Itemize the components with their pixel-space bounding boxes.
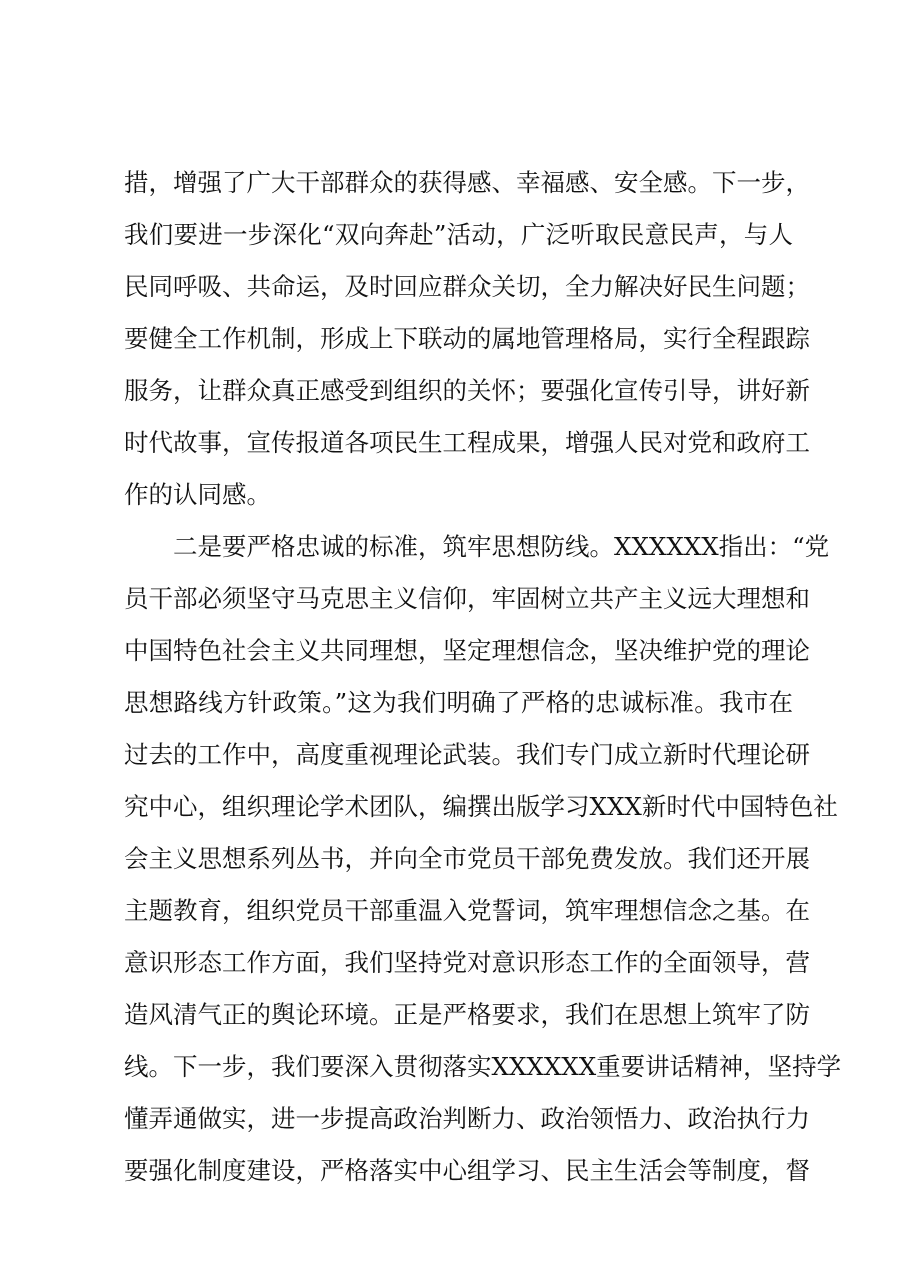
line-text: 措，增强了广大干部群众的获得感、幸福感、安全感。下一步， [124, 168, 810, 197]
line-text: 服务，让群众真正感受到组织的关怀；要强化宣传引导，讲好新 [124, 376, 810, 405]
line-text: 主题教育，组织党员干部重温入党誓词，筑牢理想信念之基。在 [124, 896, 810, 925]
line-text: 意识形态工作方面，我们坚持党对意识形态工作的全面领导，营 [124, 948, 810, 977]
line-text: 中国特色社会主义共同理想，坚定理想信念，坚决维护党的理论 [124, 636, 810, 665]
text-line [0, 789, 909, 825]
text-line [0, 269, 909, 305]
line-text: 时代故事，宣传报道各项民生工程成果，增强人民对党和政府工 [124, 428, 810, 457]
text-line [0, 425, 909, 461]
text-line [0, 945, 909, 981]
text-line [0, 1101, 909, 1137]
line-text: 我们要进一步深化“双向奔赴”活动，广泛听取民意民声，与人 [124, 220, 793, 249]
line-text: 民同呼吸、共命运，及时回应群众关切，全力解决好民生问题； [124, 272, 810, 301]
line-text: 要强化制度建设，严格落实中心组学习、民主生活会等制度，督 [124, 1156, 810, 1185]
line-text: 要健全工作机制，形成上下联动的属地管理格局，实行全程跟踪 [124, 324, 810, 353]
text-line [0, 841, 909, 877]
text-line [0, 997, 909, 1033]
line-text: 造风清气正的舆论环境。正是严格要求，我们在思想上筑牢了防 [124, 1000, 810, 1029]
line-text: 究中心，组织理论学术团队，编撰出版学习XXX新时代中国特色社 [124, 792, 838, 821]
line-text: 作的认同感。 [124, 480, 271, 509]
text-line [0, 1049, 909, 1085]
text-line [0, 893, 909, 929]
line-text: 思想路线方针政策。”这为我们明确了严格的忠诚标准。我市在 [124, 688, 793, 717]
paragraph-first-line [0, 529, 909, 565]
text-line [0, 1153, 909, 1189]
text-line [0, 581, 909, 617]
text-line [0, 633, 909, 669]
line-text: 二是要严格忠诚的标准，筑牢思想防线。XXXXXX指出：“党 [173, 532, 830, 561]
paragraph-last-line [0, 477, 909, 513]
text-line [0, 685, 909, 721]
line-text: 过去的工作中，高度重视理论武装。我们专门成立新时代理论研 [124, 740, 810, 769]
text-line [0, 165, 909, 201]
text-line [0, 373, 909, 409]
line-text: 会主义思想系列丛书，并向全市党员干部免费发放。我们还开展 [124, 844, 810, 873]
text-line [0, 217, 909, 253]
text-line [0, 321, 909, 357]
text-line [0, 737, 909, 773]
line-text: 懂弄通做实，进一步提高政治判断力、政治领悟力、政治执行力 [124, 1104, 810, 1133]
line-text: 员干部必须坚守马克思主义信仰，牢固树立共产主义远大理想和 [124, 584, 810, 613]
line-text: 线。下一步，我们要深入贯彻落实XXXXXX重要讲话精神，坚持学 [124, 1052, 842, 1081]
